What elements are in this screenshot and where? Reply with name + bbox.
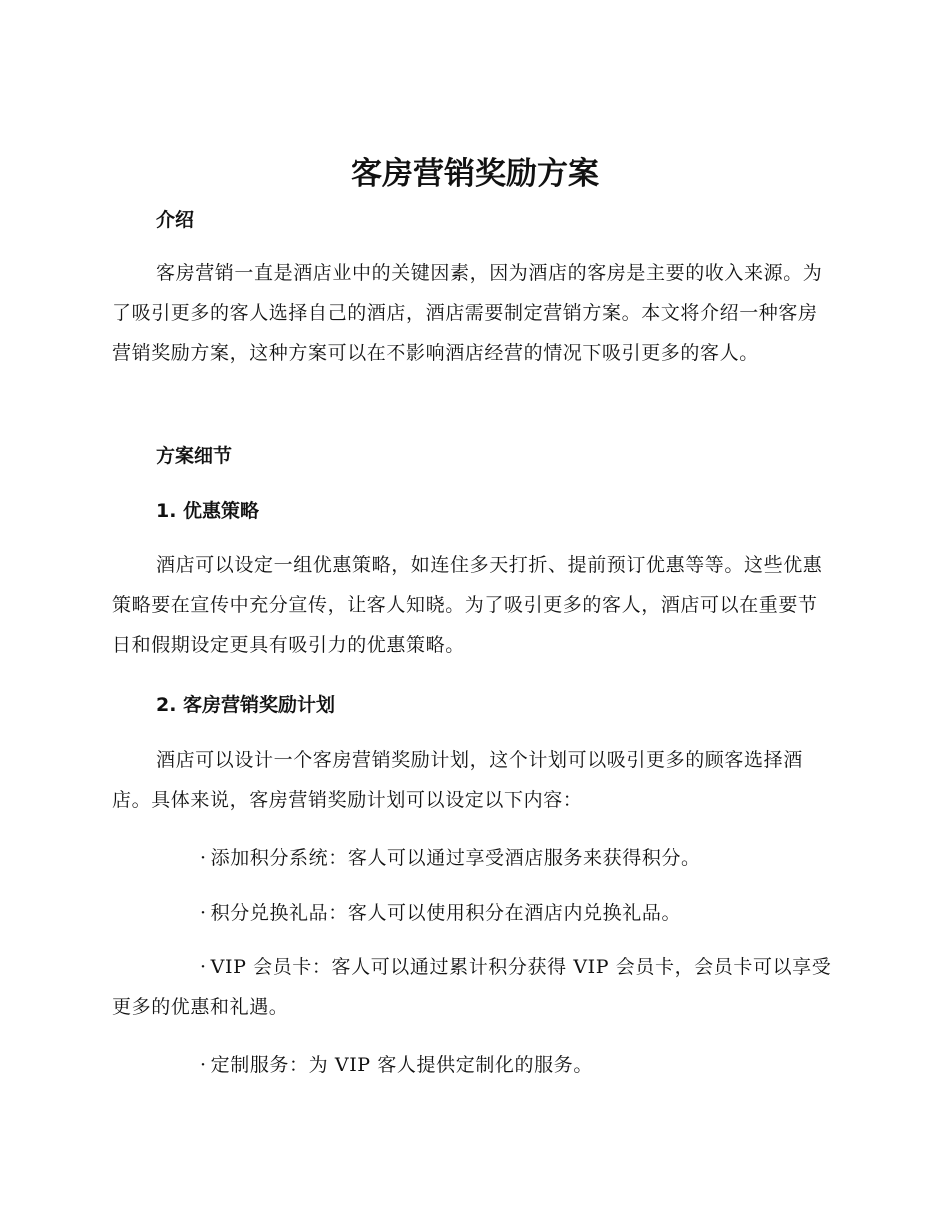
bullet-marker: · [200,847,207,869]
list-item [112,947,832,1027]
bullet-text: VIP 会员卡：客人可以通过累计积分获得 VIP 会员卡，会员卡可以享受更多的优惠和礼遇。 [112,956,832,1018]
bullet-marker: · [200,956,207,978]
details-heading: 方案细节 [156,445,233,467]
list-item [112,1045,832,1085]
list-item [112,893,832,933]
bullet-text: 定制服务：为 VIP 客人提供定制化的服务。 [210,1054,593,1076]
intro-heading: 介绍 [156,209,195,231]
bullet-text: 积分兑换礼品：客人可以使用积分在酒店内兑换礼品。 [210,902,682,924]
section1-paragraph: 酒店可以设定一组优惠策略，如连住多天打折、提前预订优惠等等。这些优惠策略要在宣传中充分宣传，让客人知晓。为了吸引更多的客人，酒店可以在重要节日和假期设定更具有吸引力的优惠策略。 [112,554,823,656]
bullet-marker: · [200,902,207,924]
bullet-marker: · [200,1054,207,1076]
section1-heading: 1. 优惠策略 [156,500,260,522]
section2-heading: 2. 客房营销奖励计划 [156,694,336,716]
list-item [112,838,832,878]
section2-paragraph: 酒店可以设计一个客房营销奖励计划，这个计划可以吸引更多的顾客选择酒店。具体来说，客房营销奖励计划可以设定以下内容： [112,749,803,811]
document-title: 客房营销奖励方案 [351,156,599,192]
bullet-text: 添加积分系统：客人可以通过享受酒店服务来获得积分。 [210,847,701,869]
intro-paragraph: 客房营销一直是酒店业中的关键因素，因为酒店的客房是主要的收入来源。为了吸引更多的客人选择自己的酒店，酒店需要制定营销方案。本文将介绍一种客房营销奖励方案，这种方案可以在不影响酒店经营的情况下吸引更多的客人。 [112,262,823,364]
